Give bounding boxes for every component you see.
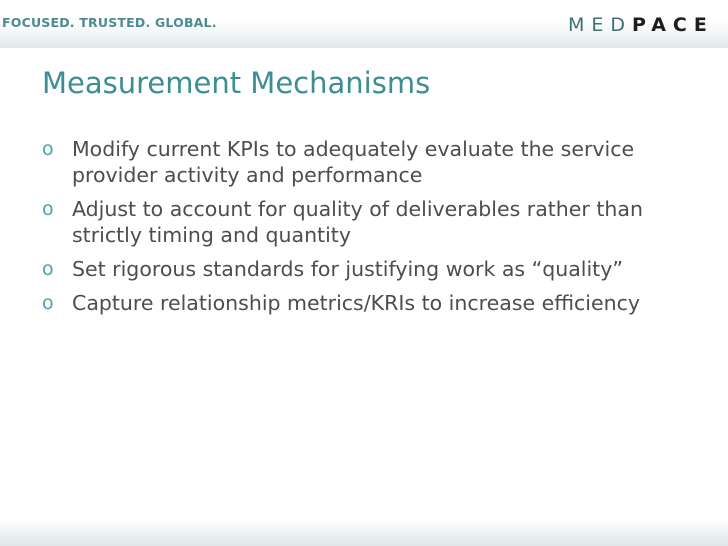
bullet-item: [42, 196, 692, 248]
slide-title: Measurement Mechanisms: [42, 66, 431, 100]
bullet-marker-icon: o: [42, 258, 54, 280]
tagline: FOCUSED. TRUSTED. GLOBAL.: [2, 15, 217, 30]
bullet-item: [42, 290, 692, 316]
bullet-marker-icon: o: [42, 292, 54, 314]
bullet-list: [42, 136, 692, 324]
bullet-text: Capture relationship metrics/KRIs to increase efficiency: [72, 291, 640, 315]
bullet-text: Adjust to account for quality of deliverables rather than strictly timing and quantity: [72, 197, 643, 247]
bullet-text: Modify current KPIs to adequately evaluate the service provider activity and performance: [72, 137, 635, 187]
logo-text-med: MED: [568, 14, 633, 36]
bullet-text: Set rigorous standards for justifying work as “quality”: [72, 257, 623, 281]
logo-text-pace: PACE: [632, 14, 714, 36]
bullet-item: [42, 256, 692, 282]
bullet-marker-icon: o: [42, 198, 54, 220]
footer-band: [0, 520, 728, 546]
bullet-item: [42, 136, 692, 188]
bullet-marker-icon: o: [42, 138, 54, 160]
medpace-logo: [568, 10, 714, 40]
